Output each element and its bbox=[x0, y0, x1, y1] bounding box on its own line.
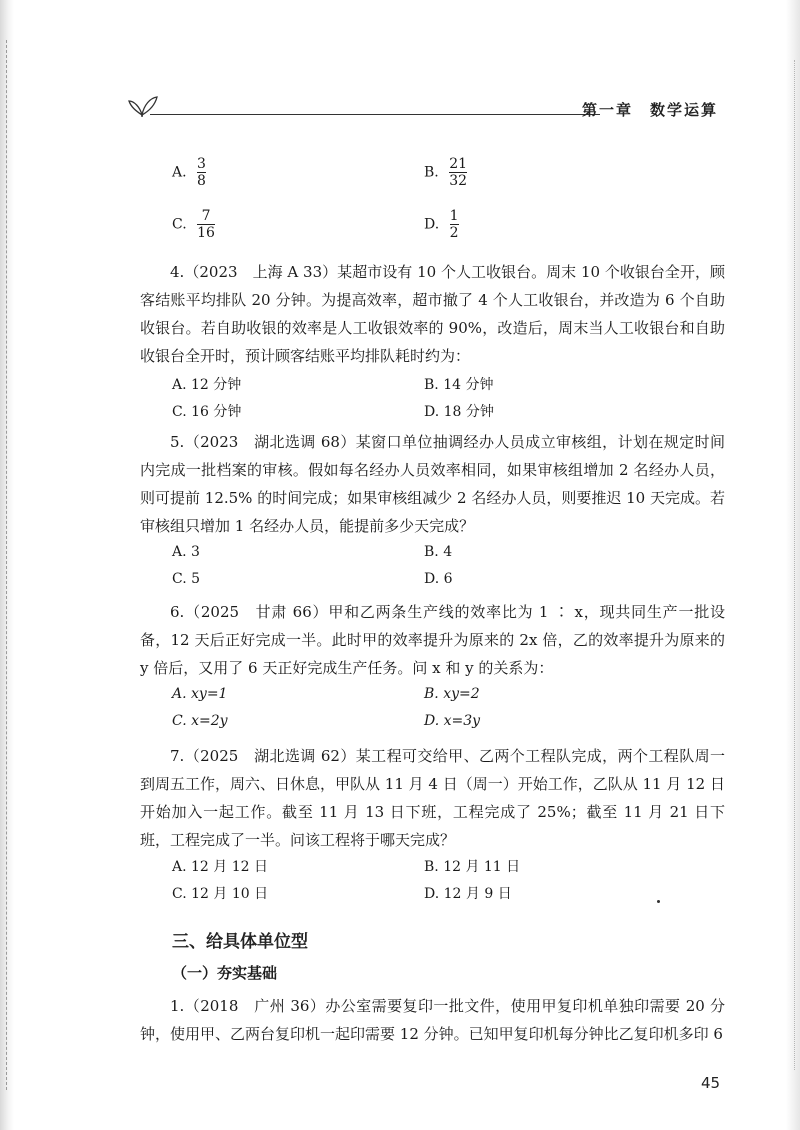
page-edge-left bbox=[0, 0, 14, 1130]
header-rule bbox=[150, 114, 600, 115]
option-a bbox=[172, 156, 206, 189]
fraction bbox=[197, 156, 206, 189]
question-text: 5.（2023 湖北选调 68）某窗口单位抽调经办人员成立审核组，计划在规定时间内完成一批档案的审核。假如每名经办人员效率相同，如果审核组增加 2 名经办人员，则可提前 12.5% 的时间完成；如果审核组减少 2 名经办人员，则要推迟 10 天完成。若审核组只增加 1 名经办人员，能提前多少天完成？ bbox=[140, 433, 725, 535]
q7-option-c: C. 12 月 10 日 bbox=[172, 886, 269, 902]
section-heading: 三、给具体单位型 bbox=[172, 932, 308, 952]
q6-option-c: C. x=2y bbox=[172, 713, 228, 729]
question-text: 4.（2023 上海 A 33）某超市设有 10 个人工收银台。周末 10 个收银台全开，顾客结账平均排队 20 分钟。为提高效率，超市撤了 4 个人工收银台，并改造为 6 个自助收银台。若自助收银的效率是人工收银效率的 90%，改造后，周末当人工收银台和自助收银台全开时，预计顾客结账平均排队耗时约为： bbox=[140, 263, 725, 365]
chapter-title: 第一章 数学运算 bbox=[581, 101, 718, 119]
q4-option-d: D. 18 分钟 bbox=[424, 404, 494, 420]
option-b bbox=[424, 156, 467, 189]
denominator: 2 bbox=[449, 225, 459, 242]
numerator: 7 bbox=[201, 208, 211, 224]
question-6 bbox=[140, 598, 725, 682]
q5-option-b: B. 4 bbox=[424, 544, 453, 560]
question-7 bbox=[140, 742, 725, 854]
page-edge-right bbox=[786, 0, 800, 1130]
numerator: 21 bbox=[449, 156, 468, 172]
stray-mark bbox=[657, 900, 660, 903]
option-c bbox=[172, 208, 215, 241]
fraction bbox=[197, 208, 215, 241]
numerator: 3 bbox=[197, 156, 206, 172]
question-4 bbox=[140, 258, 725, 370]
q6-option-d: D. x=3y bbox=[424, 713, 481, 729]
question-5 bbox=[140, 428, 725, 540]
q5-option-a: A. 3 bbox=[172, 544, 200, 560]
denominator: 16 bbox=[197, 225, 215, 242]
option-letter: B. bbox=[424, 164, 439, 181]
question-1 bbox=[140, 992, 725, 1048]
fraction bbox=[449, 156, 467, 189]
q7-option-b: B. 12 月 11 日 bbox=[424, 859, 521, 875]
option-d bbox=[424, 208, 459, 241]
option-letter: A. bbox=[172, 164, 187, 181]
q4-option-a: A. 12 分钟 bbox=[172, 377, 242, 393]
q6-option-a: A. xy=1 bbox=[172, 686, 228, 702]
option-letter: D. bbox=[424, 216, 440, 233]
question-text: 6.（2025 甘肃 66）甲和乙两条生产线的效率比为 1 ∶ x，现共同生产一批设备，12 天后正好完成一半。此时甲的效率提升为原来的 2x 倍，乙的效率提升为原来的 y 倍后，又用了 6 天正好完成生产任务。问 x 和 y 的关系为： bbox=[140, 603, 725, 677]
q4-option-c: C. 16 分钟 bbox=[172, 404, 242, 420]
q6-option-b: B. xy=2 bbox=[424, 686, 480, 702]
q7-option-a: A. 12 月 12 日 bbox=[172, 859, 268, 875]
q4-option-b: B. 14 分钟 bbox=[424, 377, 494, 393]
q7-option-d: D. 12 月 9 日 bbox=[424, 886, 512, 902]
running-header bbox=[128, 93, 728, 123]
question-text: 1.（2018 广州 36）办公室需要复印一批文件，使用甲复印机单独印需要 20 分钟，使用甲、乙两台复印机一起印需要 12 分钟。已知甲复印机每分钟比乙复印机多印 6 bbox=[140, 997, 725, 1043]
page-number: 45 bbox=[701, 1074, 721, 1092]
numerator: 1 bbox=[449, 208, 459, 224]
subsection-heading: （一）夯实基础 bbox=[172, 964, 278, 982]
option-letter: C. bbox=[172, 216, 187, 233]
q5-option-c: C. 5 bbox=[172, 571, 201, 587]
denominator: 32 bbox=[449, 173, 468, 190]
question-text: 7.（2025 湖北选调 62）某工程可交给甲、乙两个工程队完成，两个工程队周一到周五工作，周六、日休息，甲队从 11 月 4 日（周一）开始工作，乙队从 11 月 12 日开始加入一起工作。截至 11 月 13 日下班，工程完成了 25%；截至 11 月 21 日下班，工程完成了一半。问该工程将于哪天完成？ bbox=[140, 747, 725, 849]
q5-option-d: D. 6 bbox=[424, 571, 453, 587]
denominator: 8 bbox=[197, 173, 206, 190]
fraction bbox=[450, 208, 459, 241]
